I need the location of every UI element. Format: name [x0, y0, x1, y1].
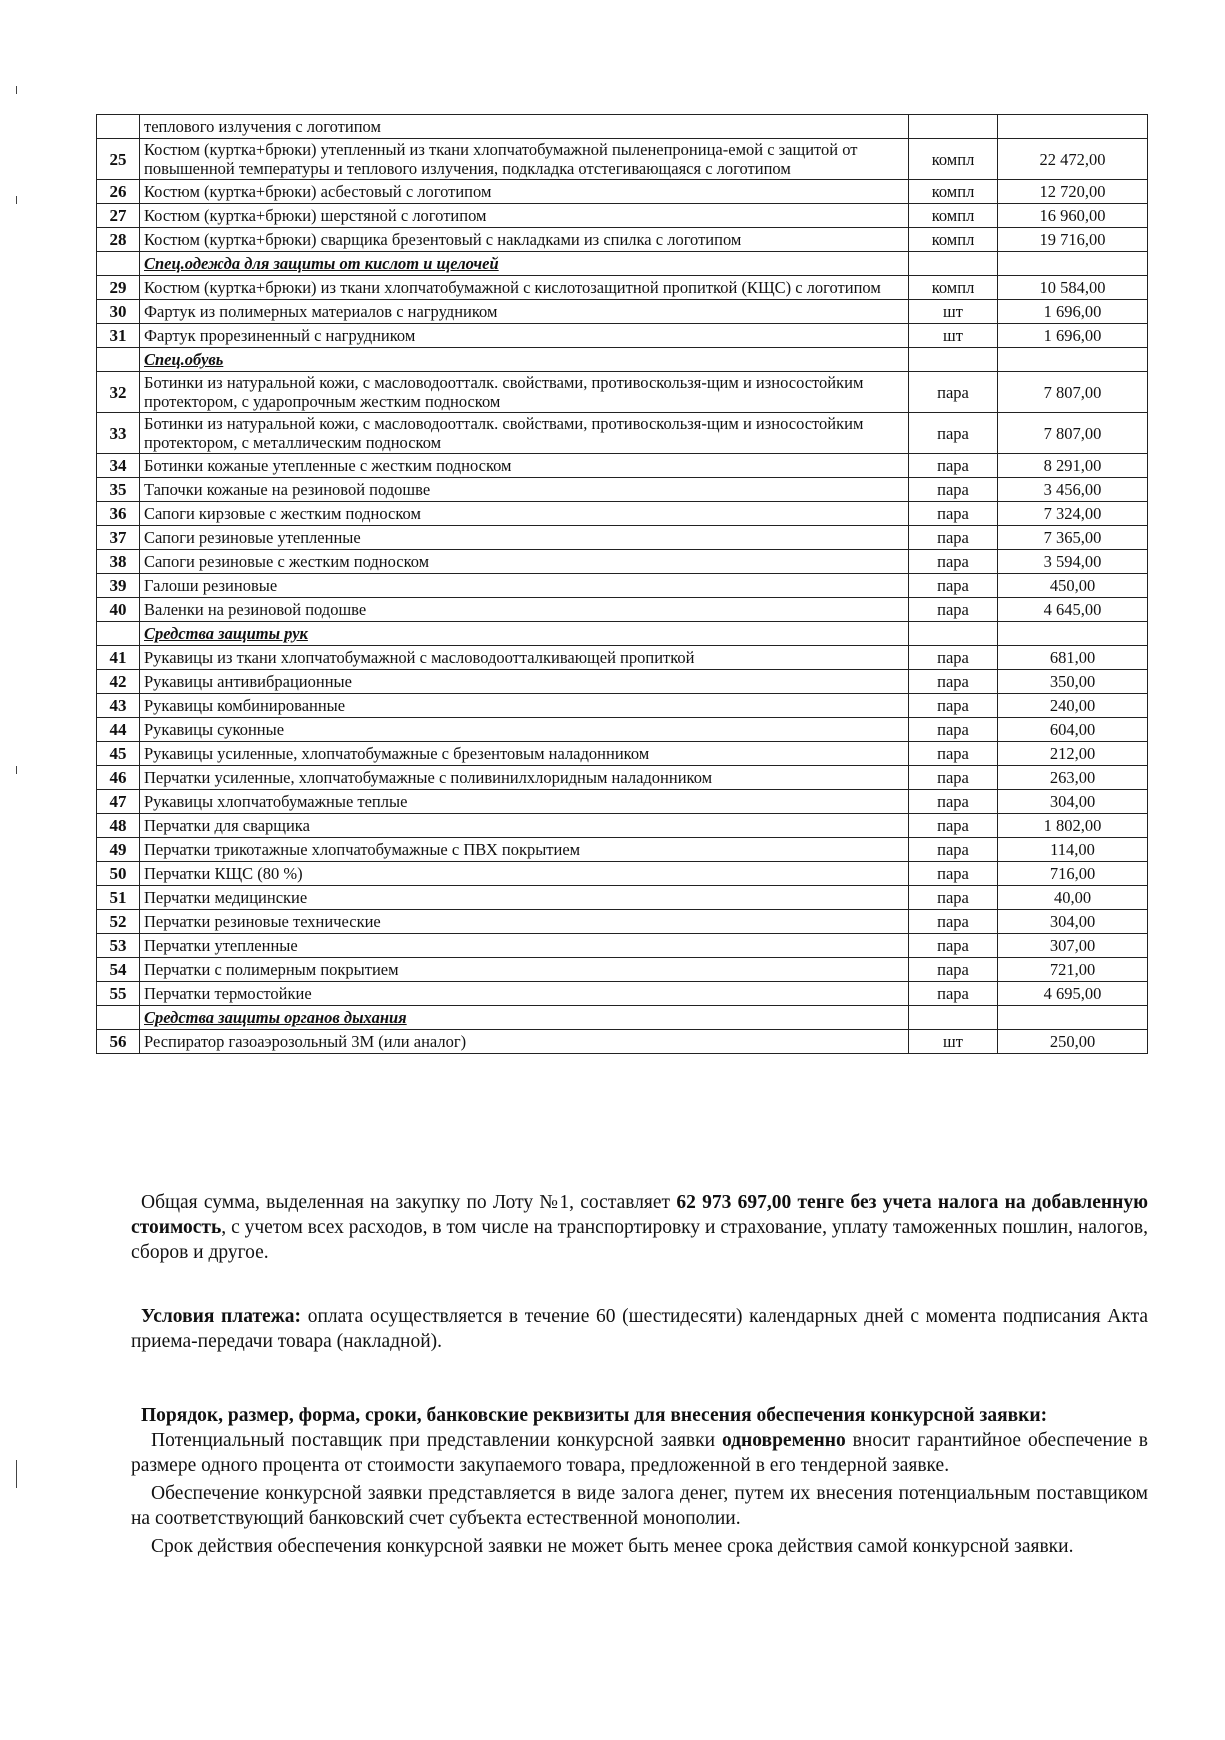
table-row	[97, 300, 1148, 324]
binding-mark	[16, 1460, 17, 1488]
security-p1-rest: вносит гарантийное обеспечение в размере одного процента от стоимости закупаемого товара, предложенной в его тендерной заявке.	[131, 1430, 1149, 1476]
item-number	[97, 115, 140, 139]
item-name: Респиратор газоаэрозольный 3М (или аналог)	[140, 1030, 909, 1054]
item-unit: компл	[909, 204, 998, 228]
item-name: Рукавицы из ткани хлопчатобумажной с масловодоотталкивающей пропиткой	[140, 646, 909, 670]
item-number	[97, 348, 140, 372]
item-unit: компл	[909, 180, 998, 204]
item-unit: пара	[909, 742, 998, 766]
item-price: 1 696,00	[998, 300, 1148, 324]
table-row	[97, 910, 1148, 934]
item-price: 681,00	[998, 646, 1148, 670]
item-unit: пара	[909, 574, 998, 598]
item-number: 43	[97, 694, 140, 718]
category-row	[97, 348, 1148, 372]
item-unit	[909, 1006, 998, 1030]
table-row	[97, 550, 1148, 574]
table-row	[97, 324, 1148, 348]
item-price: 263,00	[998, 766, 1148, 790]
table-row	[97, 982, 1148, 1006]
table-row	[97, 502, 1148, 526]
item-number: 52	[97, 910, 140, 934]
item-number: 54	[97, 958, 140, 982]
table-row	[97, 694, 1148, 718]
table-row	[97, 574, 1148, 598]
item-unit: шт	[909, 300, 998, 324]
item-name: Рукавицы антивибрационные	[140, 670, 909, 694]
table-row	[97, 742, 1148, 766]
item-price: 4 695,00	[998, 982, 1148, 1006]
total-intro: Общая сумма, выделенная на закупку по Лоту №1, составляет	[141, 1192, 677, 1213]
item-price	[998, 115, 1148, 139]
item-unit	[909, 622, 998, 646]
item-name: Сапоги кирзовые с жестким подноском	[140, 502, 909, 526]
item-unit: пара	[909, 814, 998, 838]
security-p1-intro: Потенциальный поставщик при представлении конкурсной заявки	[151, 1430, 722, 1451]
item-name: Рукавицы комбинированные	[140, 694, 909, 718]
item-name: Рукавицы суконные	[140, 718, 909, 742]
item-price: 604,00	[998, 718, 1148, 742]
item-number: 29	[97, 276, 140, 300]
item-number: 51	[97, 886, 140, 910]
category-title: Спец.обувь	[140, 348, 909, 372]
item-name: Костюм (куртка+брюки) из ткани хлопчатобумажной с кислотозащитной пропиткой (КЩС) с логотипом	[140, 276, 909, 300]
item-price: 12 720,00	[998, 180, 1148, 204]
category-row	[97, 252, 1148, 276]
table-row	[97, 766, 1148, 790]
item-unit: пара	[909, 413, 998, 454]
security-section	[131, 1403, 1148, 1559]
payment-label: Условия платежа:	[141, 1306, 302, 1327]
category-row	[97, 1006, 1148, 1030]
item-name: теплового излучения с логотипом	[140, 115, 909, 139]
item-price: 7 807,00	[998, 413, 1148, 454]
table-row	[97, 180, 1148, 204]
item-number: 55	[97, 982, 140, 1006]
table-row	[97, 934, 1148, 958]
item-number: 48	[97, 814, 140, 838]
item-name: Тапочки кожаные на резиновой подошве	[140, 478, 909, 502]
item-price: 721,00	[998, 958, 1148, 982]
total-amount: 62 973 697,00 тенге без учета налога на добавленную стоимость	[131, 1192, 1148, 1238]
item-price: 450,00	[998, 574, 1148, 598]
item-unit: пара	[909, 502, 998, 526]
item-unit: пара	[909, 886, 998, 910]
table-row	[97, 276, 1148, 300]
total-paragraph	[131, 1190, 1148, 1265]
item-price	[998, 1006, 1148, 1030]
item-name: Перчатки утепленные	[140, 934, 909, 958]
table-row	[97, 478, 1148, 502]
item-number: 41	[97, 646, 140, 670]
item-number: 42	[97, 670, 140, 694]
item-number: 34	[97, 454, 140, 478]
item-price: 114,00	[998, 838, 1148, 862]
item-name: Ботинки кожаные утепленные с жестким подноском	[140, 454, 909, 478]
item-price: 40,00	[998, 886, 1148, 910]
item-name: Перчатки усиленные, хлопчатобумажные с поливинилхлоридным наладонником	[140, 766, 909, 790]
item-number	[97, 622, 140, 646]
item-price: 304,00	[998, 910, 1148, 934]
item-name: Перчатки с полимерным покрытием	[140, 958, 909, 982]
item-price	[998, 252, 1148, 276]
table-row	[97, 886, 1148, 910]
item-unit: пара	[909, 838, 998, 862]
item-price: 307,00	[998, 934, 1148, 958]
payment-text: оплата осуществляется в течение 60 (шестидесяти) календарных дней с момента подписания Акта приема-передачи товара (накладной).	[131, 1306, 1148, 1352]
item-number: 33	[97, 413, 140, 454]
table-row	[97, 372, 1148, 413]
item-unit: пара	[909, 598, 998, 622]
table-row	[97, 1030, 1148, 1054]
item-price: 1 696,00	[998, 324, 1148, 348]
category-title: Средства защиты органов дыхания	[140, 1006, 909, 1030]
payment-paragraph	[131, 1304, 1148, 1354]
item-price: 7 324,00	[998, 502, 1148, 526]
item-price: 240,00	[998, 694, 1148, 718]
item-unit: шт	[909, 1030, 998, 1054]
item-unit: пара	[909, 862, 998, 886]
table-row	[97, 814, 1148, 838]
item-unit	[909, 348, 998, 372]
category-title: Спец.одежда для защиты от кислот и щелочей	[140, 252, 909, 276]
item-unit	[909, 115, 998, 139]
security-p3: Срок действия обеспечения конкурсной заявки не может быть менее срока действия самой конкурсной заявки.	[151, 1536, 1074, 1557]
item-name: Галоши резиновые	[140, 574, 909, 598]
item-unit	[909, 252, 998, 276]
item-price: 10 584,00	[998, 276, 1148, 300]
item-unit: пара	[909, 766, 998, 790]
item-price: 4 645,00	[998, 598, 1148, 622]
item-unit: пара	[909, 372, 998, 413]
item-price: 22 472,00	[998, 139, 1148, 180]
table-row	[97, 139, 1148, 180]
item-number: 28	[97, 228, 140, 252]
item-name: Рукавицы хлопчатобумажные теплые	[140, 790, 909, 814]
table-row	[97, 413, 1148, 454]
item-number	[97, 1006, 140, 1030]
item-number: 44	[97, 718, 140, 742]
item-unit: пара	[909, 670, 998, 694]
binding-mark	[16, 86, 17, 94]
item-name: Перчатки КЩС (80 %)	[140, 862, 909, 886]
item-name: Валенки на резиновой подошве	[140, 598, 909, 622]
item-number: 27	[97, 204, 140, 228]
item-price: 250,00	[998, 1030, 1148, 1054]
table-row	[97, 958, 1148, 982]
item-unit: компл	[909, 228, 998, 252]
table-row	[97, 454, 1148, 478]
item-name: Ботинки из натуральной кожи, с масловодоотталк. свойствами, противоскользя-щим и износостойким протектором, с ударопрочным жестким подноском	[140, 372, 909, 413]
item-name: Фартук из полимерных материалов с нагрудником	[140, 300, 909, 324]
item-name: Перчатки термостойкие	[140, 982, 909, 1006]
items-table	[96, 114, 1148, 1054]
item-price: 16 960,00	[998, 204, 1148, 228]
item-name: Костюм (куртка+брюки) шерстяной с логотипом	[140, 204, 909, 228]
item-number: 39	[97, 574, 140, 598]
item-unit: пара	[909, 910, 998, 934]
item-unit: пара	[909, 454, 998, 478]
item-number: 31	[97, 324, 140, 348]
item-name: Костюм (куртка+брюки) утепленный из ткани хлопчатобумажной пыленепроница-емой с защитой от повышенной температуры и теплового излучения, подкладка отстегивающаяся с логотипом	[140, 139, 909, 180]
item-number: 30	[97, 300, 140, 324]
table-row	[97, 718, 1148, 742]
item-number: 47	[97, 790, 140, 814]
item-number: 56	[97, 1030, 140, 1054]
item-number: 25	[97, 139, 140, 180]
category-row	[97, 622, 1148, 646]
item-unit: пара	[909, 526, 998, 550]
item-name: Перчатки трикотажные хлопчатобумажные с ПВХ покрытием	[140, 838, 909, 862]
item-name: Сапоги резиновые с жестким подноском	[140, 550, 909, 574]
table-row	[97, 670, 1148, 694]
item-name: Сапоги резиновые утепленные	[140, 526, 909, 550]
item-price: 7 807,00	[998, 372, 1148, 413]
item-unit: пара	[909, 982, 998, 1006]
item-unit: пара	[909, 694, 998, 718]
item-price: 1 802,00	[998, 814, 1148, 838]
table-row	[97, 862, 1148, 886]
binding-mark	[16, 196, 17, 204]
item-price: 8 291,00	[998, 454, 1148, 478]
item-price	[998, 348, 1148, 372]
item-number: 32	[97, 372, 140, 413]
item-number: 50	[97, 862, 140, 886]
table-row	[97, 228, 1148, 252]
security-p1-bold: одновременно	[721, 1430, 846, 1451]
item-unit: компл	[909, 276, 998, 300]
item-number: 45	[97, 742, 140, 766]
item-price: 3 594,00	[998, 550, 1148, 574]
item-number: 53	[97, 934, 140, 958]
item-name: Костюм (куртка+брюки) сварщика брезентовый с накладками из спилка с логотипом	[140, 228, 909, 252]
item-number: 40	[97, 598, 140, 622]
item-price	[998, 622, 1148, 646]
item-unit: пара	[909, 718, 998, 742]
item-name: Фартук прорезиненный с нагрудником	[140, 324, 909, 348]
item-price: 304,00	[998, 790, 1148, 814]
item-price: 3 456,00	[998, 478, 1148, 502]
item-price: 212,00	[998, 742, 1148, 766]
item-unit: пара	[909, 934, 998, 958]
item-number: 35	[97, 478, 140, 502]
item-unit: компл	[909, 139, 998, 180]
table-row	[97, 204, 1148, 228]
item-name: Перчатки для сварщика	[140, 814, 909, 838]
item-number	[97, 252, 140, 276]
item-number: 46	[97, 766, 140, 790]
item-name: Рукавицы усиленные, хлопчатобумажные с брезентовым наладонником	[140, 742, 909, 766]
security-heading: Порядок, размер, форма, сроки, банковские реквизиты для внесения обеспечения конкурсной заявки:	[141, 1405, 1048, 1426]
item-unit: пара	[909, 646, 998, 670]
security-p2: Обеспечение конкурсной заявки представляется в виде залога денег, путем их внесения потенциальным поставщиком на соответствующий банковский счет субъекта естественной монополии.	[131, 1483, 1148, 1529]
item-name: Ботинки из натуральной кожи, с масловодоотталк. свойствами, противоскользя-щим и износостойким протектором, с металлическим подноском	[140, 413, 909, 454]
item-price: 350,00	[998, 670, 1148, 694]
item-number: 38	[97, 550, 140, 574]
item-unit: шт	[909, 324, 998, 348]
item-unit: пара	[909, 478, 998, 502]
table-row	[97, 526, 1148, 550]
table-row	[97, 790, 1148, 814]
item-unit: пара	[909, 790, 998, 814]
table-row	[97, 115, 1148, 139]
total-outro: , с учетом всех расходов, в том числе на транспортировку и страхование, уплату таможенных пошлин, налогов, сборов и другое.	[131, 1217, 1148, 1263]
item-name: Перчатки резиновые технические	[140, 910, 909, 934]
item-name: Костюм (куртка+брюки) асбестовый с логотипом	[140, 180, 909, 204]
item-price: 716,00	[998, 862, 1148, 886]
item-price: 7 365,00	[998, 526, 1148, 550]
item-unit: пара	[909, 958, 998, 982]
table-row	[97, 598, 1148, 622]
table-row	[97, 838, 1148, 862]
table-row	[97, 646, 1148, 670]
item-unit: пара	[909, 550, 998, 574]
item-number: 26	[97, 180, 140, 204]
item-number: 36	[97, 502, 140, 526]
category-title: Средства защиты рук	[140, 622, 909, 646]
item-number: 37	[97, 526, 140, 550]
binding-mark	[16, 766, 17, 774]
item-number: 49	[97, 838, 140, 862]
item-price: 19 716,00	[998, 228, 1148, 252]
item-name: Перчатки медицинские	[140, 886, 909, 910]
